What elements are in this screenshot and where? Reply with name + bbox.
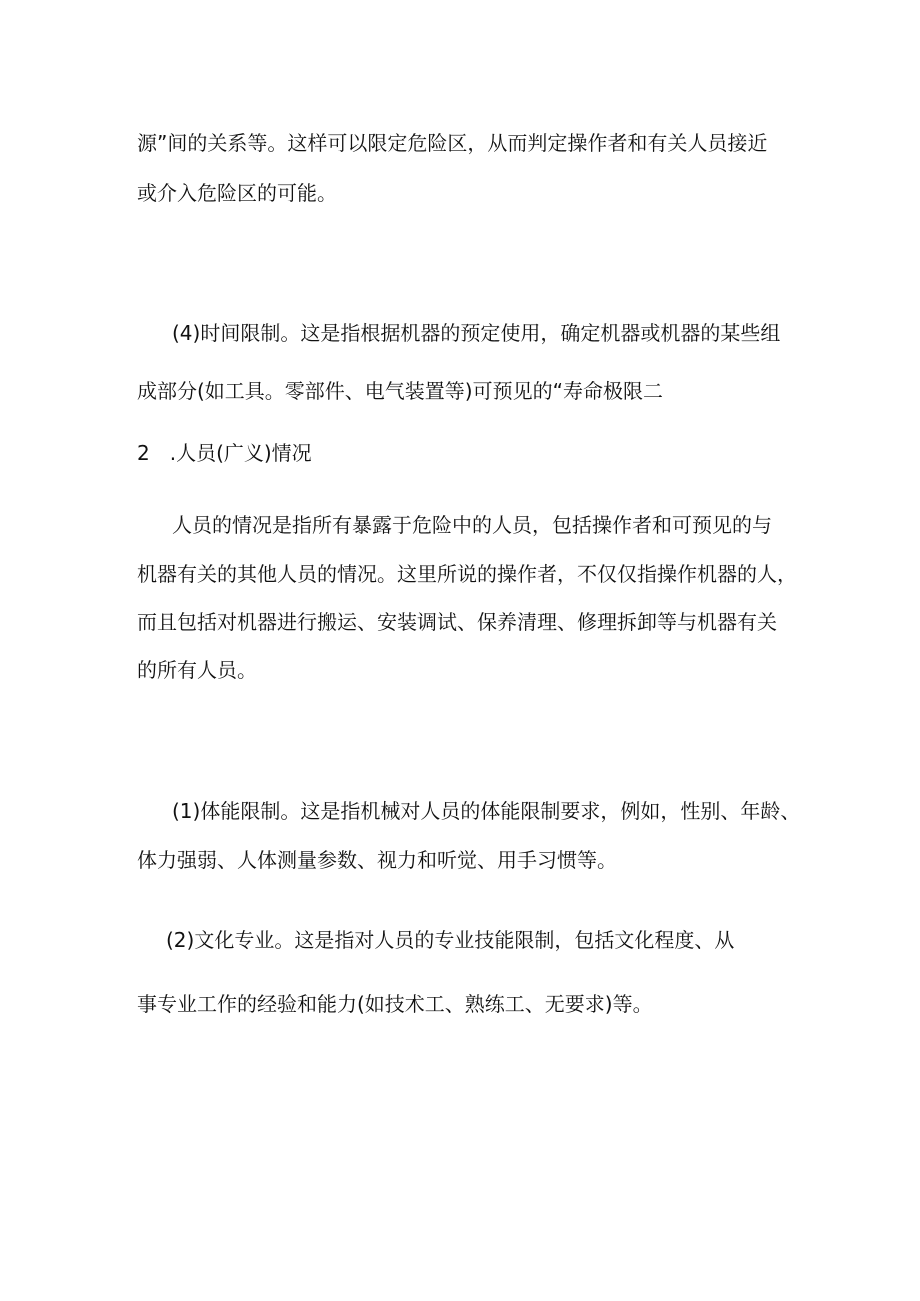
paragraph-line: 事专业工作的经验和能力(如技术工、熟练工、无要求)等。 [137,992,653,1016]
paragraph-line: 机器有关的其他人员的情况。这里所说的操作者，不仅仅指操作机器的人， [137,562,797,586]
paragraph-line: 而且包括对机器进行搬运、安装调试、保养清理、修理拆卸等与机器有关 [137,610,777,634]
paragraph-line: 体力强弱、人体测量参数、视力和听觉、用手习惯等。 [137,848,617,872]
section-heading: 2 .人员(广义)情况 [137,441,312,465]
paragraph-line: (2)文化专业。这是指对人员的专业技能限制，包括文化程度、从 [166,928,735,952]
paragraph-line: 人员的情况是指所有暴露于危险中的人员，包括操作者和可预见的与 [172,513,772,537]
paragraph-line: 源”间的关系等。这样可以限定危险区，从而判定操作者和有关人员接近 [137,131,768,155]
paragraph-line: 成部分(如工具。零部件、电气装置等)可预见的“寿命极限二 [137,379,663,403]
paragraph-line: 的所有人员。 [137,658,257,682]
paragraph-line: 或介入危险区的可能。 [137,181,337,205]
paragraph-line: (1)体能限制。这是指机械对人员的体能限制要求，例如，性别、年龄、 [172,799,801,823]
paragraph-line: (4)时间限制。这是指根据机器的预定使用，确定机器或机器的某些组 [172,321,781,345]
